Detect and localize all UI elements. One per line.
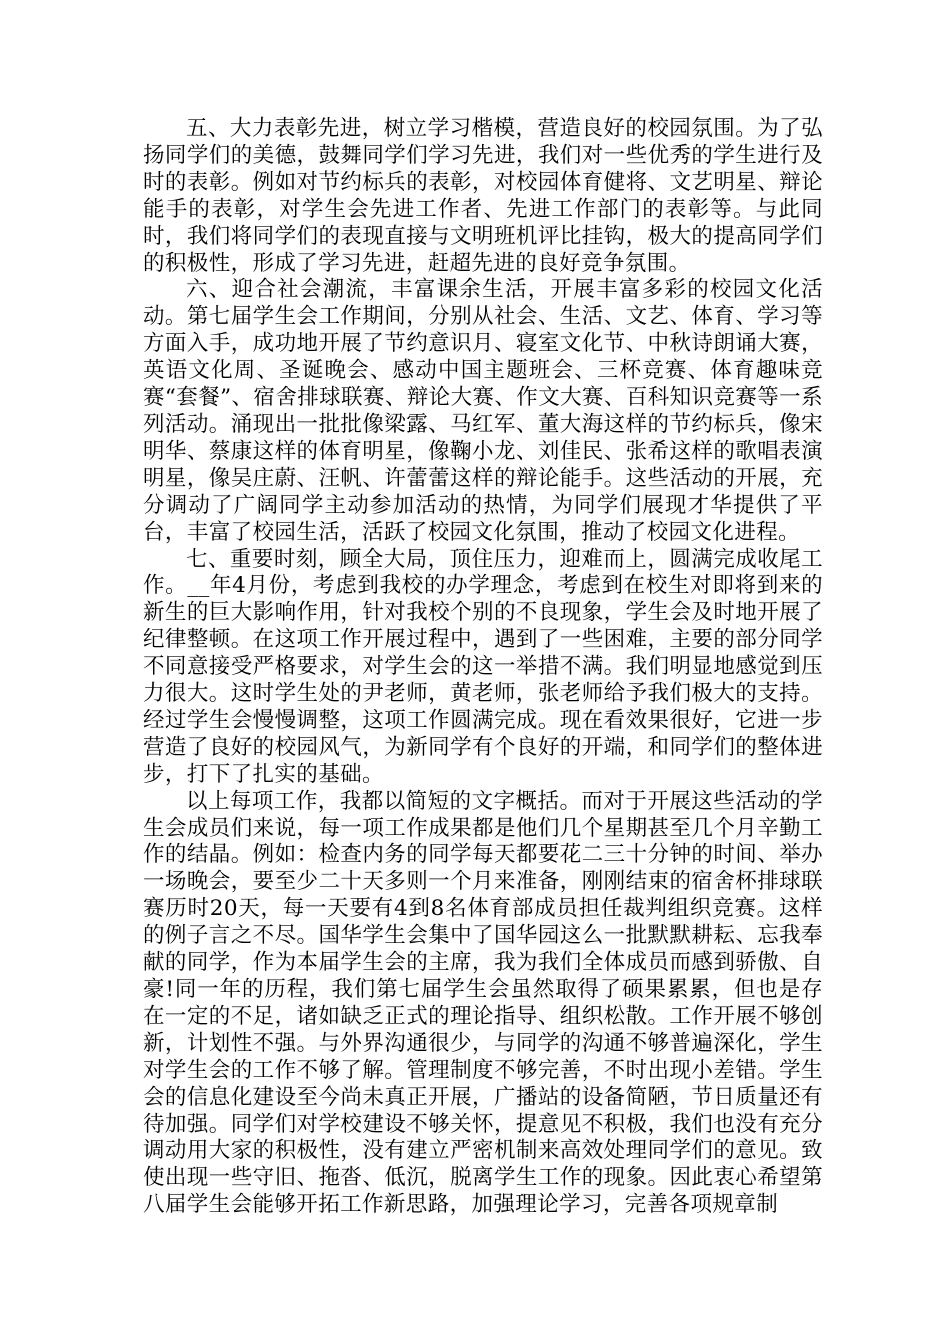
paragraph-summary: 以上每项工作，我都以简短的文字概括。而对于开展这些活动的学生会成员们来说，每一项工作成果都是他们几个星期甚至几个月辛勤工作的结晶。例如：检查内务的同学每天都要花二三十分钟的时间、举办一场晚会，要至少二十天多则一个月来准备，刚刚结束的宿舍杯排球联赛历时20天，每一天要有4到8名体育部成员担任裁判组织竞赛。这样的例子言之不尽。国华学生会集中了国华园这么一批默默耕耘、忘我奉献的同学，作为本届学生会的主席，我为我们全体成员而感到骄傲、自豪!同一年的历程，我们第七届学生会虽然取得了硕果累累，但也是存在一定的不足，诸如缺乏正式的理论指导、组织松散。工作开展不够创新，计划性不强。与外界沟通很少，与同学的沟通不够普遍深化，学生对学生会的工作不够了解。管理制度不够完善，不时出现小差错。学生会的信息化建设至今尚未真正开展，广播站的设备简陋，节日质量还有待加强。同学们对学校建设不够关怀，提意见不积极，我们也没有充分调动用大家的积极性，没有建立严密机制来高效处理同学们的意见。致使出现一些守旧、拖沓、低沉，脱离学生工作的现象。因此衷心希望第八届学生会能够开拓工作新思路，加强理论学习，完善各项规章制 (143, 788, 823, 1218)
paragraph-cultural-activities: 六、迎合社会潮流，丰富课余生活，开展丰富多彩的校园文化活动。第七届学生会工作期间，分别从社会、生活、文艺、体育、学习等方面入手，成功地开展了节约意识月、寝室文化节、中秋诗朗诵大赛，英语文化周、圣诞晚会、感动中国主题班会、三杯竞赛、体育趣味竞赛“套餐”、宿舍排球联赛、辩论大赛、作文大赛、百科知识竞赛等一系列活动。涌现出一批批像梁露、马红军、董大海这样的节约标兵，像宋明华、蔡康这样的体育明星，像鞠小龙、刘佳民、张希这样的歌唱表演明星，像吴庄蔚、汪帆、许蕾蕾这样的辩论能手。这些活动的开展，充分调动了广阔同学主动参加活动的热情，为同学们展现才华提供了平台，丰富了校园生活，活跃了校园文化氛围，推动了校园文化进程。 (143, 277, 823, 545)
document-body (143, 116, 823, 1219)
paragraph-discipline-work: 七、重要时刻，顾全大局，顶住压力，迎难而上，圆满完成收尾工作。__年4月份，考虑到我校的办学理念，考虑到在校生对即将到来的新生的巨大影响作用，针对我校个别的不良现象，学生会及时地开展了纪律整顿。在这项工作开展过程中，遇到了一些困难，主要的部分同学不同意接受严格要求，对学生会的这一举措不满。我们明显地感觉到压力很大。这时学生处的尹老师，黄老师，张老师给予我们极大的支持。经过学生会慢慢调整，这项工作圆满完成。现在看效果很好，它进一步营造了良好的校园风气，为新同学有个良好的开端，和同学们的整体进步，打下了扎实的基础。 (143, 546, 823, 787)
paragraph-commendation: 五、大力表彰先进，树立学习楷模，营造良好的校园氛围。为了弘扬同学们的美德，鼓舞同学们学习先进，我们对一些优秀的学生进行及时的表彰。例如对节约标兵的表彰，对校园体育健将、文艺明星、辩论能手的表彰，对学生会先进工作者、先进工作部门的表彰等。与此同时，我们将同学们的表现直接与文明班机评比挂钩，极大的提高同学们的积极性，形成了学习先进，赶超先进的良好竞争氛围。 (143, 116, 823, 276)
